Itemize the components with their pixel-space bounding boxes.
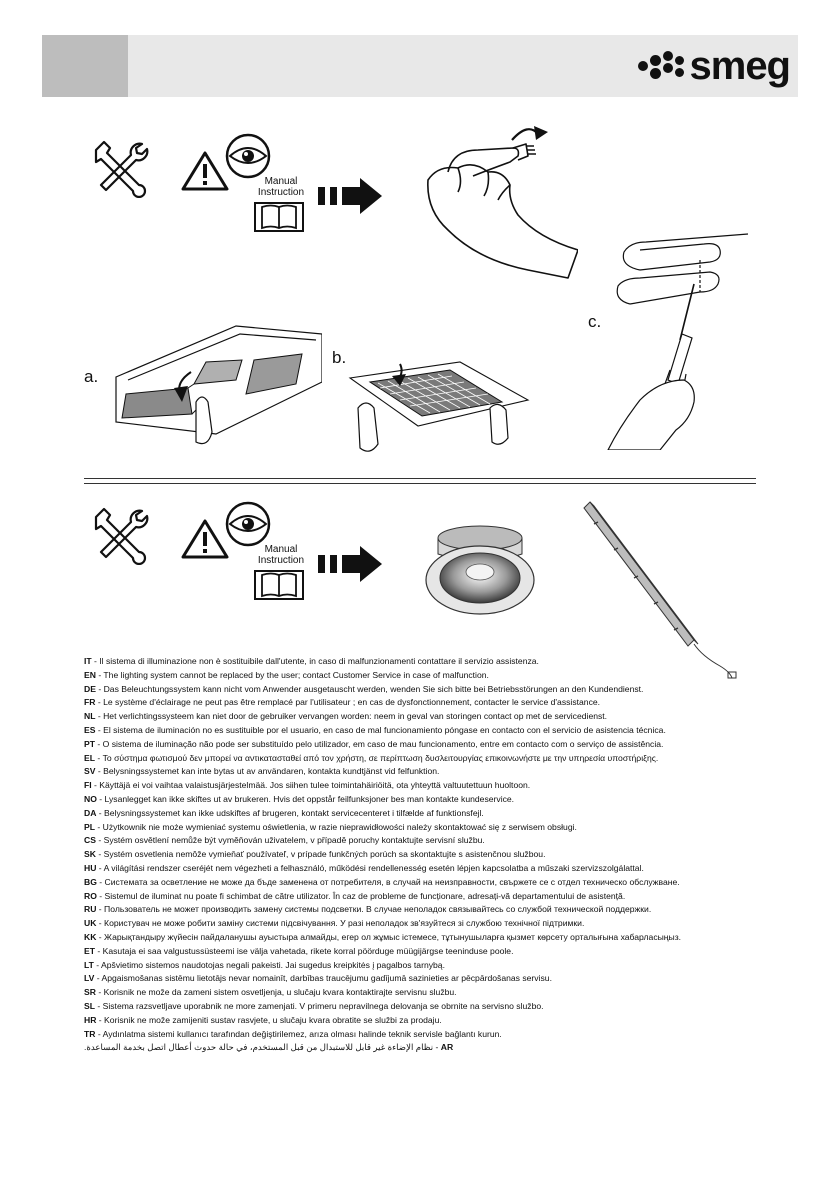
- logo-text: smeg: [689, 44, 790, 88]
- manual-label-line1: Manual: [264, 176, 298, 187]
- lang-et: ET - Kasutaja ei saa valgustussüsteemi ise välja vahetada, rikete korral pöörduge müügijärgse teeninduse poole.: [84, 945, 514, 956]
- lang-en: EN - The lighting system cannot be replaced by the user; contact Customer Service in case of malfunction.: [84, 669, 489, 680]
- eye-icon: [222, 500, 274, 548]
- manual-label-line1: Manual: [264, 544, 298, 555]
- lang-ar: AR - نظام الإضاءة غير قابل للاستبدال من قبل المستخدم، في حالة حدوث أعطال اتصل بخدمة المساعدة.: [84, 1042, 454, 1053]
- lang-bg: BG - Системата за осветление не може да бъде заменена от потребителя, в случай на неизправности, свържете се с отдел техническо обслужване.: [84, 876, 680, 887]
- step-c-label: c.: [588, 312, 602, 331]
- lang-ru: RU - Пользователь не может производить замену системы подсветки. В случае неполадок связывайтесь со службой технической поддержки.: [84, 904, 652, 915]
- tools-icon: [90, 138, 156, 198]
- filter-insert-illustration: [340, 358, 530, 458]
- manual-instruction-label: [250, 544, 312, 566]
- lang-uk: UK - Користувач не може робити заміну системи підсвічування. У разі неполадок зв'язуйтеся зі службою технічної підтримки.: [84, 918, 585, 929]
- section-divider: [84, 478, 756, 484]
- lang-el: EL - Το σύστημα φωτισμού δεν μπορεί να αντικατασταθεί από τον χρήστη, σε περίπτωση δυσλειτουργίας επικοινωνήστε με την υπηρεσία υποστήριξης.: [84, 752, 659, 763]
- bulb-removal-illustration: [418, 120, 578, 280]
- screwdriver-illustration: [600, 230, 750, 450]
- lang-hu: HU - A világítási rendszer cseréjét nem végezheti a felhasználó, működési rendellenesség esetén lépjen kapcsolatba a műszaki szervizszolgálattal.: [84, 862, 644, 873]
- lang-ro: RO - Sistemul de iluminat nu poate fi schimbat de către utilizator. În caz de probleme de funcționare, adresați-vă departamentului de asistență.: [84, 890, 626, 901]
- lang-es: ES - El sistema de iluminación no es sustituible por el usuario, en caso de mal funcionamiento póngase en contacto con el servicio de asistencia técnica.: [84, 724, 666, 735]
- grease-filter-removal-illustration: [96, 322, 322, 452]
- step-a-label: a.: [84, 367, 99, 386]
- manual-instruction-label: [250, 176, 312, 198]
- lang-it: IT - Il sistema di illuminazione non è sostituibile dall'utente, in caso di malfunzionamenti contattare il servizio assistenza.: [84, 656, 539, 666]
- lang-sv: SV - Belysningssystemet kan inte bytas ut av användaren, kontakta kundtjänst vid felfunktion.: [84, 766, 440, 777]
- lang-sl: SL - Sistema razsvetljave uporabnik ne more zamenjati. V primeru nepravilnega delovanja se obrnite na servisno službo.: [84, 1000, 544, 1011]
- arrow-right-icon: [318, 546, 384, 582]
- manual-label-line2: Instruction: [257, 555, 305, 566]
- multilingual-notice: [84, 655, 784, 1055]
- logo-dots-icon: [638, 51, 688, 81]
- lang-hr: HR - Korisnik ne može zamijeniti sustav rasvjete, u slučaju kvara obratite se službi za prodaju.: [84, 1014, 442, 1025]
- lang-no: NO - Lysanlegget kan ikke skiftes ut av brukeren. Hvis det oppstår feilfunksjoner bes man kontakte kundeservice.: [84, 793, 515, 804]
- brand-logo: [620, 43, 790, 89]
- led-strip-illustration: [580, 500, 740, 680]
- lang-fr: FR - Le système d'éclairage ne peut pas être remplacé par l'utilisateur ; en cas de dysfonctionnement, contacter le service d'assistance.: [84, 697, 601, 708]
- step-b-label: b.: [332, 348, 347, 367]
- lang-de: DE - Das Beleuchtungssystem kann nicht vom Anwender ausgetauscht werden, wenden Sie sich bitte bei Betriebsstörungen an den Kundendienst.: [84, 683, 644, 694]
- lang-lv: LV - Apgaismošanas sistēmu lietotājs nevar nomainīt, darbības traucējumu gadījumā sazinieties ar pēcpārdošanas servisu.: [84, 973, 552, 984]
- lang-tr: TR - Aydınlatma sistemi kullanıcı tarafından değiştirilemez, arıza olması halinde teknik servisle bağlantı kurun.: [84, 1028, 502, 1039]
- lang-sk: SK - Systém osvetlenia nemôže vymieňať používateľ, v prípade funkčných porúch sa skontaktujte s asistenčnou službou.: [84, 849, 546, 860]
- header-section-tab: [42, 35, 128, 97]
- lang-sr: SR - Korisnik ne može da zameni sistem osvetljenja, u slučaju kvara kontaktirajte servisnu službu.: [84, 987, 457, 998]
- lang-cs: CS - Systém osvětlení nemůže být vyměňován uživatelem, v případě poruchy kontaktujte servisní službu.: [84, 835, 485, 846]
- arrow-right-icon: [318, 178, 384, 214]
- book-icon: [254, 202, 304, 232]
- page-header: [42, 35, 798, 97]
- lang-nl: NL - Het verlichtingssysteem kan niet door de gebruiker vervangen worden: neem in geval van storingen contact op met de servicedienst.: [84, 711, 608, 722]
- lang-lt: LT - Apšvietimo sistemos naudotojas negali pakeisti. Jai sugedus kreipkitės į pagalbos tarnybą.: [84, 959, 445, 970]
- book-icon: [254, 570, 304, 600]
- lang-pl: PL - Użytkownik nie może wymieniać systemu oświetlenia, w razie nieprawidłowości należy skontaktować się z serwisem obsługi.: [84, 821, 577, 832]
- lang-pt: PT - O sistema de iluminação não pode ser substituído pelo utilizador, em caso de mau funcionamento, entre em contacto com o serviço de assistência.: [84, 738, 664, 749]
- eye-icon: [222, 132, 274, 180]
- round-spotlight-illustration: [424, 520, 536, 616]
- lang-fi: FI - Käyttäjä ei voi vaihtaa valaistusjärjestelmää. Jos siihen tulee toimintahäiriöitä, ota yhteyttä valtuutettuun huoltoon.: [84, 780, 531, 791]
- lang-da: DA - Belysningssystemet kan ikke udskiftes af brugeren, kontakt servicecenteret i tilfælde af funktionsfejl.: [84, 807, 484, 818]
- lang-kk: KK - Жарықтандыру жүйесін пайдаланушы ауыстыра алмайды, егер ол жұмыс істемесе, тұтынушыларға қызмет көрсету орталығына хабарласыңыз.: [84, 931, 682, 942]
- manual-label-line2: Instruction: [257, 187, 305, 198]
- tools-icon: [90, 505, 156, 565]
